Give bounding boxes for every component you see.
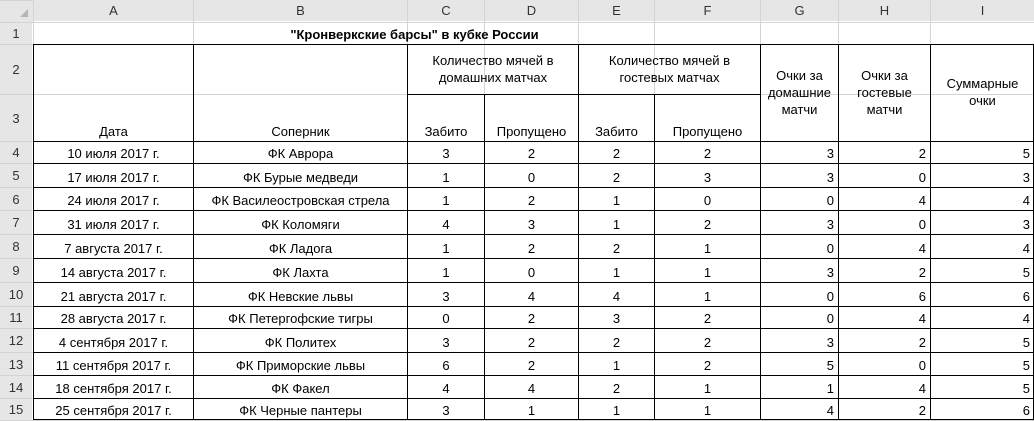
cell-home-scored[interactable]: 1 <box>442 241 450 256</box>
cell-opponent[interactable]: ФК Факел <box>271 381 330 396</box>
cell-away-scored[interactable]: 2 <box>612 146 621 161</box>
cell-total[interactable]: 5 <box>1022 381 1030 396</box>
cell-home-conceded[interactable]: 2 <box>527 358 536 373</box>
cell-total[interactable]: 4 <box>1022 193 1030 208</box>
cell-away-points[interactable]: 0 <box>918 217 926 232</box>
row-header-14[interactable]: 14 <box>0 376 32 398</box>
header-home-goals-group[interactable]: Количество мячей в домашних матчах <box>432 52 554 85</box>
cell-total[interactable]: 3 <box>1022 170 1030 185</box>
cell-away-points[interactable]: 4 <box>918 241 926 256</box>
cell-home-conceded[interactable]: 4 <box>527 381 536 396</box>
header-away-scored[interactable]: Забито <box>595 124 638 139</box>
cell-opponent[interactable]: ФК Бурые медведи <box>242 170 359 185</box>
cell-date[interactable]: 10 июля 2017 г. <box>67 146 160 161</box>
row-header-6[interactable]: 6 <box>0 188 32 210</box>
row-header-12[interactable]: 12 <box>0 329 32 352</box>
header-home-points[interactable]: Очки за домашние матчи <box>767 67 832 117</box>
table-border <box>407 44 408 420</box>
cell-away-points[interactable]: 0 <box>918 170 926 185</box>
cell-home-points[interactable]: 0 <box>826 241 834 256</box>
cell-total[interactable]: 6 <box>1022 403 1030 418</box>
row-header-13[interactable]: 13 <box>0 353 32 375</box>
column-header-g[interactable]: G <box>761 0 838 21</box>
table-border <box>838 44 839 420</box>
row-header-8[interactable]: 8 <box>0 235 32 258</box>
cell-away-points[interactable]: 2 <box>918 403 926 418</box>
cell-home-scored[interactable]: 3 <box>442 146 450 161</box>
table-border <box>33 328 1034 329</box>
cell-away-conceded[interactable]: 2 <box>703 311 712 326</box>
column-header-f[interactable]: F <box>655 0 760 21</box>
row-header-3[interactable]: 3 <box>0 95 32 141</box>
cell-away-points[interactable]: 0 <box>918 358 926 373</box>
cell-home-scored[interactable]: 6 <box>442 358 450 373</box>
cell-home-scored[interactable]: 4 <box>442 381 450 396</box>
cell-home-conceded[interactable]: 2 <box>527 311 536 326</box>
table-border <box>33 398 1034 399</box>
column-header-d[interactable]: D <box>485 0 578 21</box>
header-away-conceded[interactable]: Пропущено <box>672 124 743 139</box>
cell-home-points[interactable]: 0 <box>826 193 834 208</box>
cell-home-points[interactable]: 3 <box>826 217 834 232</box>
row-header-5[interactable]: 5 <box>0 164 32 187</box>
cell-away-conceded[interactable]: 2 <box>703 146 712 161</box>
table-border <box>33 44 1034 45</box>
table-border <box>193 44 194 420</box>
select-all-triangle-icon <box>20 9 28 17</box>
cell-away-points[interactable]: 4 <box>918 311 926 326</box>
column-header-i[interactable]: I <box>931 0 1034 21</box>
cell-opponent[interactable]: ФК Приморские львы <box>235 358 366 373</box>
cell-home-points[interactable]: 0 <box>826 289 834 304</box>
cell-away-scored[interactable]: 1 <box>612 358 621 373</box>
cell-away-scored[interactable]: 2 <box>612 381 621 396</box>
cell-home-points[interactable]: 5 <box>826 358 834 373</box>
cell-away-points[interactable]: 2 <box>918 335 926 350</box>
header-away-goals-group[interactable]: Количество мячей в гостевых матчах <box>608 52 731 85</box>
cell-away-conceded[interactable]: 2 <box>703 335 712 350</box>
table-border <box>33 258 1034 259</box>
cell-home-scored[interactable]: 4 <box>442 217 450 232</box>
select-all-corner[interactable] <box>0 0 33 22</box>
cell-home-points[interactable]: 1 <box>826 381 834 396</box>
cell-date[interactable]: 7 августа 2017 г. <box>64 241 163 256</box>
table-border <box>654 94 655 420</box>
cell-date[interactable]: 18 сентября 2017 г. <box>55 381 172 396</box>
cell-away-points[interactable]: 4 <box>918 193 926 208</box>
cell-home-points[interactable]: 4 <box>826 403 834 418</box>
cell-home-conceded[interactable]: 2 <box>527 193 536 208</box>
cell-away-conceded[interactable]: 2 <box>703 217 712 232</box>
cell-away-scored[interactable]: 1 <box>612 217 621 232</box>
row-header-15[interactable]: 15 <box>0 399 32 420</box>
cell-date[interactable]: 25 сентября 2017 г. <box>55 403 172 418</box>
cell-home-conceded[interactable]: 0 <box>527 170 536 185</box>
cell-home-conceded[interactable]: 0 <box>527 265 536 280</box>
table-border <box>33 375 1034 376</box>
cell-away-conceded[interactable]: 1 <box>703 403 712 418</box>
cell-away-scored[interactable]: 1 <box>612 265 621 280</box>
cell-total[interactable]: 5 <box>1022 265 1030 280</box>
cell-away-points[interactable]: 2 <box>918 146 926 161</box>
cell-home-points[interactable]: 3 <box>826 265 834 280</box>
header-away-points[interactable]: Очки за гостевые матчи <box>857 67 912 117</box>
table-border <box>484 94 485 420</box>
cell-away-points[interactable]: 6 <box>918 289 926 304</box>
cell-home-scored[interactable]: 1 <box>442 170 450 185</box>
table-border <box>930 44 931 420</box>
header-total-points[interactable]: Суммарные очки <box>946 76 1019 108</box>
table-border <box>33 44 34 420</box>
cell-opponent[interactable]: ФК Лахта <box>272 265 329 280</box>
cell-away-conceded[interactable]: 1 <box>703 381 712 396</box>
row-header-4[interactable]: 4 <box>0 142 32 163</box>
column-header-c[interactable]: C <box>408 0 484 21</box>
row-header-9[interactable]: 9 <box>0 259 32 282</box>
cell-away-scored[interactable]: 2 <box>612 170 621 185</box>
cell-opponent[interactable]: ФК Аврора <box>267 146 334 161</box>
row-header-11[interactable]: 11 <box>0 307 32 328</box>
cell-date[interactable]: 24 июля 2017 г. <box>67 193 160 208</box>
cell-home-points[interactable]: 3 <box>826 170 834 185</box>
cell-date[interactable]: 17 июля 2017 г. <box>67 170 160 185</box>
table-border <box>760 44 761 420</box>
cell-away-conceded[interactable]: 1 <box>703 289 712 304</box>
cell-away-scored[interactable]: 3 <box>612 311 621 326</box>
cell-home-conceded[interactable]: 1 <box>527 403 536 418</box>
cell-away-conceded[interactable]: 0 <box>703 193 712 208</box>
cell-home-scored[interactable]: 3 <box>442 403 450 418</box>
cell-opponent[interactable]: ФК Петергофские тигры <box>228 311 373 326</box>
cell-total[interactable]: 5 <box>1022 335 1030 350</box>
cell-home-scored[interactable]: 1 <box>442 193 450 208</box>
cell-opponent[interactable]: ФК Василеостровская стрела <box>211 193 390 208</box>
cell-date[interactable]: 4 сентября 2017 г. <box>58 335 169 350</box>
cell-away-conceded[interactable]: 1 <box>703 265 712 280</box>
cell-total[interactable]: 5 <box>1022 358 1030 373</box>
cell-home-points[interactable]: 0 <box>826 311 834 326</box>
table-border <box>33 210 1034 211</box>
table-border <box>578 44 579 420</box>
cell-away-conceded[interactable]: 3 <box>703 170 712 185</box>
cell-opponent[interactable]: ФК Политех <box>264 335 337 350</box>
cell-home-conceded[interactable]: 2 <box>527 335 536 350</box>
table-border <box>33 234 1034 235</box>
cell-home-points[interactable]: 3 <box>826 146 834 161</box>
row-header-10[interactable]: 10 <box>0 283 32 306</box>
cell-away-conceded[interactable]: 2 <box>703 358 712 373</box>
table-border <box>33 141 1034 142</box>
cell-away-scored[interactable]: 1 <box>612 193 621 208</box>
cell-home-scored[interactable]: 1 <box>442 265 450 280</box>
header-date[interactable]: Дата <box>99 124 128 139</box>
cell-home-scored[interactable]: 0 <box>442 311 450 326</box>
table-border <box>33 187 1034 188</box>
header-home-conceded[interactable]: Пропущено <box>496 124 567 139</box>
cell-home-scored[interactable]: 3 <box>442 335 450 350</box>
cell-away-scored[interactable]: 1 <box>612 403 621 418</box>
cell-date[interactable]: 11 сентября 2017 г. <box>55 358 172 373</box>
column-header-b[interactable]: B <box>194 0 407 21</box>
table-border <box>33 282 1034 283</box>
table-border <box>33 306 1034 307</box>
cell-home-points[interactable]: 3 <box>826 335 834 350</box>
column-header-a[interactable]: A <box>34 0 193 21</box>
row-header-2[interactable]: 2 <box>0 45 32 94</box>
row-header-7[interactable]: 7 <box>0 211 32 234</box>
table-border <box>407 94 760 95</box>
table-border <box>33 352 1034 353</box>
cell-opponent[interactable]: ФК Невские львы <box>247 289 354 304</box>
cell-total[interactable]: 4 <box>1022 241 1030 256</box>
header-opponent[interactable]: Соперник <box>271 124 330 139</box>
row-header-1[interactable]: 1 <box>0 23 32 44</box>
cell-opponent[interactable]: ФК Коломяги <box>261 217 340 232</box>
cell-away-scored[interactable]: 2 <box>612 335 621 350</box>
cell-total[interactable]: 3 <box>1022 217 1030 232</box>
column-header-e[interactable]: E <box>579 0 654 21</box>
cell-date[interactable]: 31 июля 2017 г. <box>67 217 160 232</box>
cell-opponent[interactable]: ФК Ладога <box>268 241 333 256</box>
cell-total[interactable]: 5 <box>1022 146 1030 161</box>
cell-home-conceded[interactable]: 2 <box>527 241 536 256</box>
column-header-h[interactable]: H <box>839 0 930 21</box>
cell-opponent[interactable]: ФК Черные пантеры <box>239 403 362 418</box>
cell-total[interactable]: 6 <box>1022 289 1030 304</box>
table-border <box>33 163 1034 164</box>
cell-home-conceded[interactable]: 3 <box>527 217 536 232</box>
cell-date[interactable]: 14 августа 2017 г. <box>60 265 167 280</box>
header-home-scored[interactable]: Забито <box>424 124 468 139</box>
cell-away-points[interactable]: 2 <box>918 265 926 280</box>
cell-home-conceded[interactable]: 4 <box>527 289 536 304</box>
cell-away-scored[interactable]: 2 <box>612 241 621 256</box>
cell-home-conceded[interactable]: 2 <box>527 146 536 161</box>
cell-away-scored[interactable]: 4 <box>612 289 621 304</box>
cell-home-scored[interactable]: 3 <box>442 289 450 304</box>
cell-date[interactable]: 21 августа 2017 г. <box>60 289 167 304</box>
cell-away-points[interactable]: 4 <box>918 381 926 396</box>
cell-date[interactable]: 28 августа 2017 г. <box>60 311 167 326</box>
sheet-title[interactable]: "Кронверкские барсы" в кубке России <box>290 27 539 42</box>
cell-total[interactable]: 4 <box>1022 311 1030 326</box>
cell-away-conceded[interactable]: 1 <box>703 241 712 256</box>
